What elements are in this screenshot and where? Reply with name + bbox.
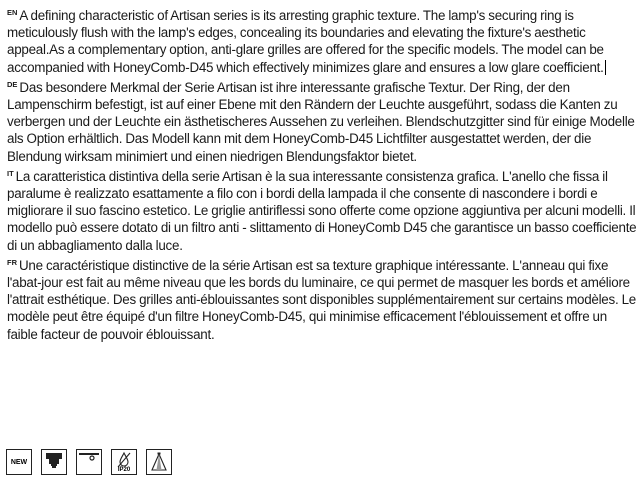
text-cursor [605,60,606,75]
lang-label-it: IT [7,168,14,178]
paragraph-it [7,165,639,254]
new-badge-label: NEW [10,458,28,466]
paragraph-text-de: Das besondere Merkmal der Serie Artisan ist ihre interessante grafische Textur. Der Ring, der den Lampenschirm befestigt, ist auf einer Ebene mit den Rändern der Leuchte ausgeführt, sodass die Kanten zu verbergen und der Leuchte ein ästhetischeres Aussehen zu verleihen. Blendschutzgitter sind für einige Modelle als Option erhältlich. Das Modell kann mit dem HoneyComb-D45 Lichtfilter ausgestattet werden, der die Blendung wirksam minimiert und einen niedrigen Blendungsfaktor bietet. [7,79,635,164]
paragraph-text-it: La caratteristica distintiva della serie Artisan è la sua interessante consistenza grafica. L'anello che fissa il paralume è realizzato esattamente a filo con i bordi della lampada il che consente di nascondere i bordi e migliorare il suo fascino estetico. Le griglie antiriflessi sono offerte come opzione aggiuntiva per alcuni modelli. Il modello può essere dotato di un filtro anti - slittamento di HoneyComb D45 che garantisce un basso coefficiente di un abbagliamento dalla luce. [7,168,637,253]
ip-rating-label: IP20 [117,467,131,473]
track-mount-icon [41,449,67,475]
lang-label-de: DE [7,79,18,89]
paragraph-fr [7,254,639,343]
paragraph-text-en: A defining characteristic of Artisan series is its arresting graphic texture. The lamp's securing ring is meticulously flush with the lamp's edges, concealing its boundaries and elevating the fixture's aesthetic appeal.As a complementary option, anti-glare grilles are offered for the specific models. The model can be accompanied with HoneyComb-D45 which effectively minimizes glare and ensures a low glare coefficient. [7,8,604,75]
paragraph-en [7,4,639,76]
lang-label-fr: FR [7,257,17,267]
lang-label-en: EN [7,8,18,17]
ip20-rating-icon [111,449,137,475]
paragraph-de [7,76,639,165]
product-description [7,4,639,343]
surface-mount-icon [76,449,102,475]
feature-icons [6,449,172,475]
beam-angle-icon [146,449,172,475]
new-badge-icon [6,449,32,475]
paragraph-text-fr: Une caractéristique distinctive de la série Artisan est sa texture graphique intéressante. L'anneau qui fixe l'abat-jour est fait au même niveau que les bords du luminaire, ce qui permet de masquer les bords et améliore l'attrait esthétique. Des grilles anti-éblouissantes sont disponibles supplémentairement sur certains modèles. Le modèle peut être équipé d'un filtre HoneyComb-D45, qui minimise efficacement l'éblouissement et offre un faible facteur de pouvoir éblouissant. [7,257,636,342]
